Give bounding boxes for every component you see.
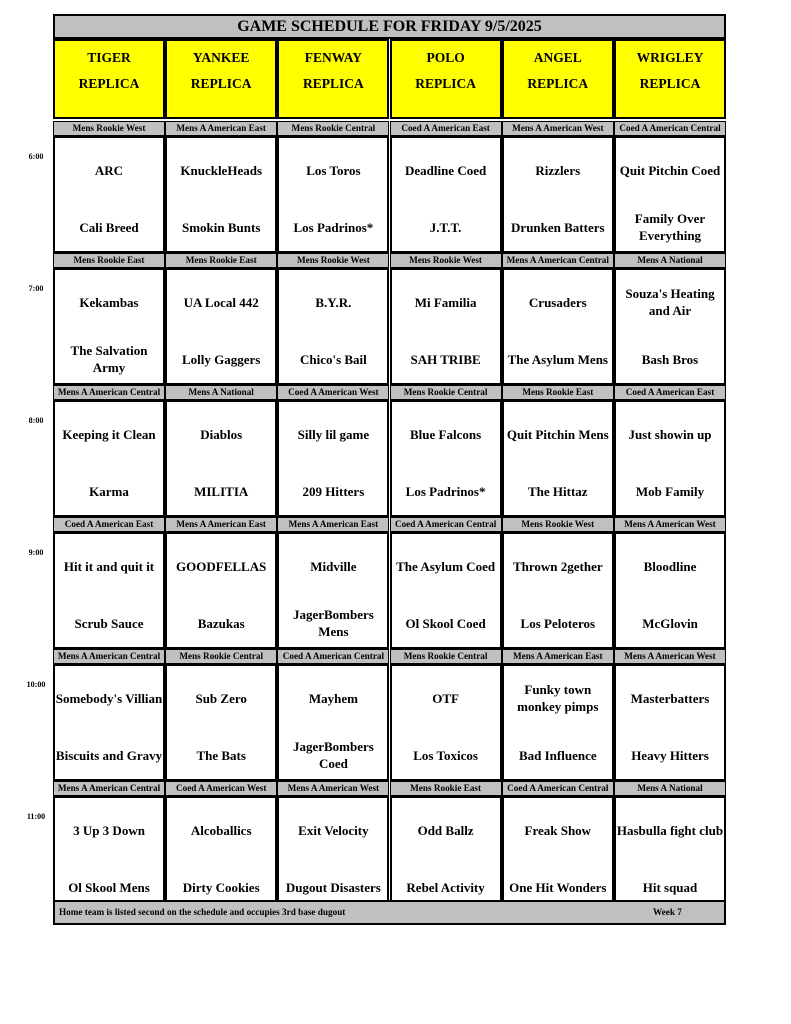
game-cell [502, 532, 614, 649]
away-team: Exit Velocity [298, 822, 369, 838]
week-label: Week 7 [653, 907, 682, 917]
game-cell [53, 136, 165, 253]
division-label: Mens Rookie West [53, 121, 165, 136]
field-subtitle: REPLICA [639, 76, 701, 91]
home-team: Scrub Sauce [74, 615, 144, 631]
division-label: Mens A American East [165, 517, 277, 532]
time-label: 11:00 [26, 812, 46, 821]
division-label: Coed A American Central [614, 121, 726, 136]
division-label: Mens A National [614, 781, 726, 796]
away-team: Hit it and quit it [63, 558, 155, 574]
home-team: Biscuits and Gravy [55, 747, 163, 763]
home-team: MILITIA [194, 483, 249, 499]
away-team: Diablos [200, 426, 243, 442]
game-cell [614, 796, 726, 913]
away-team: 3 Up 3 Down [73, 822, 145, 838]
game-cell [165, 136, 277, 253]
game-cell [277, 532, 389, 649]
time-label: 10:00 [26, 680, 46, 689]
game-cell [277, 136, 389, 253]
game-cell [502, 136, 614, 253]
home-team: 209 Hitters [302, 483, 365, 499]
division-label: Coed A American East [53, 517, 165, 532]
away-team: Mayhem [308, 690, 358, 706]
division-label: Mens Rookie East [165, 253, 277, 268]
game-cell [614, 268, 726, 385]
division-label: Mens A National [614, 253, 726, 268]
field-subtitle: REPLICA [190, 76, 252, 91]
away-team: UA Local 442 [183, 294, 259, 310]
division-label: Coed A American East [390, 121, 502, 136]
game-cell [614, 136, 726, 253]
away-team: The Asylum Coed [396, 558, 496, 574]
field-header-fenway [277, 39, 389, 119]
home-team: The Bats [196, 747, 246, 763]
home-team: Ol Skool Coed [405, 615, 486, 631]
away-team: Midville [310, 558, 357, 574]
home-team: JagerBombers Mens [292, 607, 374, 639]
game-cell [614, 532, 726, 649]
home-team: The Asylum Mens [507, 351, 608, 367]
game-cell [53, 796, 165, 913]
game-cell [165, 400, 277, 517]
game-cell [502, 268, 614, 385]
division-label: Mens A American Central [53, 781, 165, 796]
division-label: Mens A American West [502, 121, 614, 136]
home-team: Bash Bros [641, 351, 699, 367]
home-team: The Hittaz [528, 483, 588, 499]
away-team: Keeping it Clean [62, 426, 156, 442]
game-cell [277, 664, 389, 781]
field-header-angel [502, 39, 614, 119]
home-team: Mob Family [635, 483, 705, 499]
home-team: Dirty Cookies [182, 879, 260, 895]
home-team: Los Peloteros [520, 615, 596, 631]
away-team: Odd Ballz [417, 822, 474, 838]
away-team: Just showin up [628, 426, 712, 442]
division-label: Mens Rookie West [390, 253, 502, 268]
division-label: Mens A American East [502, 649, 614, 664]
away-team: Blue Falcons [410, 426, 482, 442]
home-team: Family Over Everything [634, 211, 706, 243]
home-team: The Salvation Army [70, 343, 148, 375]
home-team: JagerBombers Coed [292, 739, 374, 771]
home-team: Lolly Gaggers [182, 351, 261, 367]
away-team: Deadline Coed [404, 162, 487, 178]
away-team: Somebody's Villian [55, 690, 163, 706]
game-cell [390, 136, 502, 253]
game-cell [277, 796, 389, 913]
time-label: 9:00 [28, 548, 44, 557]
division-label: Mens Rookie Central [165, 649, 277, 664]
game-cell [165, 796, 277, 913]
away-team: KnuckleHeads [180, 162, 262, 178]
division-label: Coed A American West [277, 385, 389, 400]
division-label: Mens A American West [277, 781, 389, 796]
game-cell [502, 664, 614, 781]
field-name: WRIGLEY [636, 50, 704, 65]
division-label: Coed A American Central [390, 517, 502, 532]
division-label: Mens Rookie West [277, 253, 389, 268]
division-label: Coed A American Central [502, 781, 614, 796]
game-cell [165, 664, 277, 781]
time-label: 8:00 [28, 416, 44, 425]
field-header-polo [390, 39, 502, 119]
field-name: POLO [426, 50, 465, 65]
time-label: 7:00 [28, 284, 44, 293]
away-team: Crusaders [528, 294, 587, 310]
division-label: Coed A American West [165, 781, 277, 796]
field-name: ANGEL [533, 50, 582, 65]
field-name: TIGER [87, 50, 131, 65]
away-team: Quit Pitchin Coed [619, 162, 721, 178]
division-label: Mens A American West [614, 649, 726, 664]
away-team: Funky town monkey pimps [517, 682, 599, 714]
away-team: Silly lil game [297, 426, 370, 442]
away-team: ARC [94, 162, 124, 178]
division-label: Coed A American East [614, 385, 726, 400]
away-team: B.Y.R. [315, 294, 352, 310]
away-team: Alcoballics [190, 822, 252, 838]
home-team: Karma [89, 483, 129, 499]
schedule-table [53, 14, 726, 925]
division-label: Mens Rookie Central [390, 385, 502, 400]
away-team: Hasbulla fight club [616, 822, 724, 838]
game-cell [53, 268, 165, 385]
field-header-tiger [53, 39, 165, 119]
division-label: Mens Rookie Central [277, 121, 389, 136]
game-cell [165, 532, 277, 649]
game-cell [502, 796, 614, 913]
away-team: OTF [432, 690, 459, 706]
game-cell [53, 400, 165, 517]
home-team: Cali Breed [79, 219, 139, 235]
footer-bar [53, 900, 726, 925]
division-label: Mens A American Central [502, 253, 614, 268]
away-team: Quit Pitchin Mens [506, 426, 609, 442]
field-header-wrigley [614, 39, 726, 119]
away-team: Sub Zero [195, 690, 247, 706]
away-team: Freak Show [524, 822, 592, 838]
home-team: Los Padrinos* [293, 219, 374, 235]
home-team: McGlovin [642, 615, 698, 631]
away-team: Rizzlers [535, 162, 581, 178]
division-label: Mens A American Central [53, 649, 165, 664]
division-label: Mens A American Central [53, 385, 165, 400]
home-team: Hit squad [642, 879, 698, 895]
division-label: Mens Rookie Central [390, 649, 502, 664]
game-cell [614, 664, 726, 781]
field-name: YANKEE [192, 50, 250, 65]
away-team: Kekambas [79, 294, 139, 310]
game-cell [502, 400, 614, 517]
home-team: Smokin Bunts [181, 219, 261, 235]
division-label: Mens Rookie East [502, 385, 614, 400]
away-team: Los Toros [306, 162, 361, 178]
home-team: Bad Influence [518, 747, 597, 763]
division-label: Mens A American West [614, 517, 726, 532]
away-team: Masterbatters [630, 690, 710, 706]
field-subtitle: REPLICA [415, 76, 476, 91]
home-team: Heavy Hitters [631, 747, 709, 763]
game-cell [390, 400, 502, 517]
home-team: Rebel Activity [406, 879, 485, 895]
field-subtitle: REPLICA [78, 76, 140, 91]
game-cell [53, 532, 165, 649]
game-cell [390, 796, 502, 913]
division-label: Coed A American Central [277, 649, 389, 664]
time-label: 6:00 [28, 152, 44, 161]
game-cell [53, 664, 165, 781]
division-label: Mens A American East [165, 121, 277, 136]
home-team: Ol Skool Mens [68, 879, 150, 895]
footer-note: Home team is listed second on the schedule and occupies 3rd base dugout [59, 907, 346, 917]
home-team: Los Padrinos* [405, 483, 486, 499]
game-cell [277, 268, 389, 385]
home-team: Dugout Disasters [285, 879, 381, 895]
home-team: One Hit Wonders [509, 879, 607, 895]
division-label: Mens A American East [277, 517, 389, 532]
division-label: Mens A National [165, 385, 277, 400]
game-cell [390, 268, 502, 385]
home-team: J.T.T. [429, 219, 462, 235]
field-subtitle: REPLICA [527, 76, 589, 91]
field-subtitle: REPLICA [303, 76, 364, 91]
game-cell [390, 664, 502, 781]
division-label: Mens Rookie East [390, 781, 502, 796]
game-cell [390, 532, 502, 649]
home-team: SAH TRIBE [410, 351, 481, 367]
away-team: Souza's Heating and Air [625, 286, 715, 318]
home-team: Bazukas [197, 615, 245, 631]
away-team: Bloodline [643, 558, 697, 574]
home-team: Los Toxicos [413, 747, 478, 763]
away-team: Mi Familia [414, 294, 477, 310]
division-label: Mens Rookie West [502, 517, 614, 532]
schedule-title: GAME SCHEDULE FOR FRIDAY 9/5/2025 [53, 14, 726, 39]
field-name: FENWAY [304, 50, 363, 65]
home-team: Chico's Bail [299, 351, 367, 367]
away-team: GOODFELLAS [176, 558, 267, 574]
field-header-yankee [165, 39, 277, 119]
division-label: Mens Rookie East [53, 253, 165, 268]
game-cell [277, 400, 389, 517]
home-team: Drunken Batters [511, 219, 605, 235]
game-cell [165, 268, 277, 385]
game-cell [614, 400, 726, 517]
away-team: Thrown 2gether [512, 558, 603, 574]
